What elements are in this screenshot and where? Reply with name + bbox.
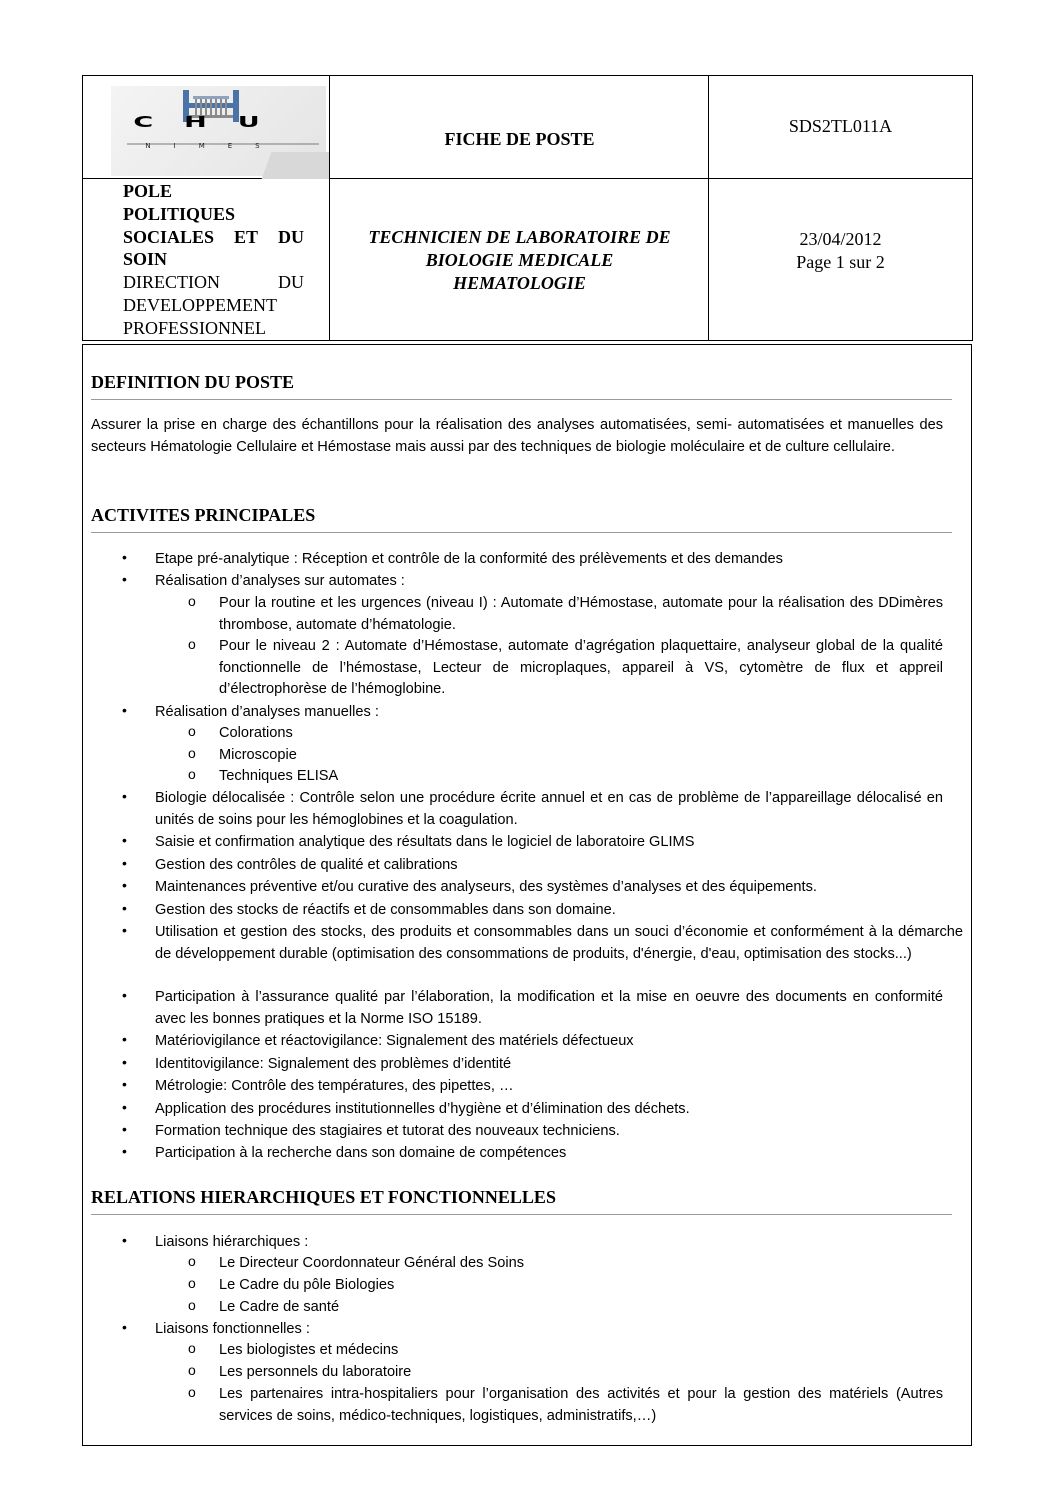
chu-logo (83, 76, 329, 179)
sub-list-item: Les partenaires intra-hospitaliers pour l’organisation des activités et pour la gestion des matériels (Autres services de soins, médico-techniques, logistiques, administratifs,…) (219, 1386, 943, 1424)
bullet: • (122, 702, 127, 718)
pole-line (123, 226, 304, 249)
bullet: • (122, 1099, 127, 1115)
sub-bullet: o (188, 1275, 196, 1291)
document-header (82, 75, 973, 341)
list-item: Etape pré-analytique : Réception et contrôle de la conformité des prélèvements et des demandes (155, 551, 783, 567)
pole-line: SOIN (123, 249, 168, 270)
sub-list-item: Le Cadre du pôle Biologies (219, 1277, 395, 1293)
job-title (330, 226, 709, 295)
list-item: Réalisation d’analyses manuelles : (155, 704, 379, 720)
section-title-definition: DEFINITION DU POSTE (91, 372, 295, 392)
list-item: Réalisation d’analyses sur automates : (155, 573, 405, 589)
bullet: • (122, 549, 127, 565)
list-item: Gestion des contrôles de qualité et calibrations (155, 857, 458, 873)
sub-bullet: o (188, 1340, 196, 1356)
definition-text: Assurer la prise en charge des échantillons pour la réalisation des analyses automatisées, semi- automatisées et manuelles des secteurs Hématologie Cellulaire et Hémostase mais aussi par des techniques de biologie moléculaire et de culture cellulaire. (91, 417, 943, 455)
page-number: Page 1 sur 2 (796, 252, 885, 272)
bullet: • (122, 877, 127, 893)
direction-line: PROFESSIONNEL (123, 317, 267, 338)
direction-word: DU (278, 272, 304, 293)
logo-subtext: NIMES (145, 142, 283, 150)
pole-word: ET (234, 226, 259, 247)
job-title-line: BIOLOGIE MEDICALE (425, 250, 614, 270)
document-date: 23/04/2012 (799, 229, 882, 249)
sub-bullet: o (188, 1297, 196, 1313)
sub-list-item: Colorations (219, 725, 293, 741)
list-item: Matériovigilance et réactovigilance: Signalement des matériels défectueux (155, 1033, 634, 1049)
bullet: • (122, 832, 127, 848)
sub-bullet: o (188, 593, 196, 609)
pole-block (123, 180, 304, 340)
direction-word: DIRECTION (123, 272, 220, 293)
section-title-activites: ACTIVITES PRINCIPALES (91, 505, 316, 525)
list-item: Maintenances préventive et/ou curative des analyseurs, des systèmes d’analyses et des équipements. (155, 879, 817, 895)
direction-line (123, 271, 304, 294)
section-rule (91, 532, 952, 533)
job-title-line: HEMATOLOGIE (453, 273, 586, 293)
pole-word: SOCIALES (123, 226, 215, 247)
list-item: Gestion des stocks de réactifs et de consommables dans son domaine. (155, 902, 616, 918)
bullet: • (122, 987, 127, 1003)
list-item: Liaisons hiérarchiques : (155, 1234, 309, 1250)
list-item: Participation à la recherche dans son domaine de compétences (155, 1145, 567, 1161)
sub-list-item: Pour le niveau 2 : Automate d’Hémostase, automate d’agrégation plaquettaire, analyseur global de la qualité fonctionnelle de l’hémostase, Lecteur de microplaques, appareil à VS, cytomètre de flux et appreil d’électrophorèse de l’hémoglobine. (219, 638, 943, 697)
bullet: • (122, 1121, 127, 1137)
date-block (709, 228, 972, 274)
pole-line: POLITIQUES (123, 203, 236, 224)
list-item: Métrologie: Contrôle des températures, des pipettes, … (155, 1078, 514, 1094)
list-item: Liaisons fonctionnelles : (155, 1321, 310, 1337)
sub-bullet: o (188, 1362, 196, 1378)
bullet: • (122, 1319, 127, 1335)
direction-line: DEVELOPPEMENT (123, 294, 277, 315)
bullet: • (122, 1143, 127, 1159)
sub-list-item: Techniques ELISA (219, 768, 339, 784)
sub-list-item: Le Directeur Coordonnateur Général des Soins (219, 1255, 525, 1271)
sub-list-item: Le Cadre de santé (219, 1299, 340, 1315)
section-rule (91, 1214, 952, 1215)
document-code: SDS2TL011A (788, 116, 893, 136)
bullet: • (122, 1031, 127, 1047)
form-title: FICHE DE POSTE (444, 129, 595, 149)
section-title-relations: RELATIONS HIERARCHIQUES ET FONCTIONNELLES (91, 1187, 556, 1207)
bullet: • (122, 855, 127, 871)
section-rule (91, 399, 952, 400)
sub-list-item: Microscopie (219, 747, 297, 763)
bullet: • (122, 1054, 127, 1070)
pole-word: DU (278, 226, 304, 247)
sub-list-item: Les personnels du laboratoire (219, 1364, 412, 1380)
bullet: • (122, 1232, 127, 1248)
sub-list-item: Les biologistes et médecins (219, 1342, 399, 1358)
sub-bullet: o (188, 766, 196, 782)
list-item: Biologie délocalisée : Contrôle selon une procédure écrite annuel et en cas de problème de l’appareillage délocalisé en unités de soins pour les hémoglobines et la coagulation. (155, 790, 943, 828)
bullet: • (122, 788, 127, 804)
list-item: Formation technique des stagiaires et tutorat des nouveaux techniciens. (155, 1123, 620, 1139)
sub-bullet: o (188, 1384, 196, 1400)
sub-bullet: o (188, 723, 196, 739)
list-item: Participation à l’assurance qualité par l’élaboration, la modification et la mise en oeuvre des documents en conformité avec les bonnes pratiques et la Norme ISO 15189. (155, 989, 943, 1027)
bullet: • (122, 900, 127, 916)
list-item: Saisie et confirmation analytique des résultats dans le logiciel de laboratoire GLIMS (155, 834, 695, 850)
bullet: • (122, 922, 127, 938)
list-item: Application des procédures institutionnelles d’hygiène et d’élimination des déchets. (155, 1101, 690, 1117)
sub-bullet: o (188, 636, 196, 652)
list-item: Identitovigilance: Signalement des problèmes d’identité (155, 1056, 512, 1072)
list-item: Utilisation et gestion des stocks, des produits et consommables dans un souci d’économie et conformément à la démarche de développement durable (optimisation des consommations de produits, d'énergie, d'eau, optimisation des stocks...) (155, 924, 963, 962)
pole-line: POLE (123, 181, 173, 201)
sub-list-item: Pour la routine et les urgences (niveau I) : Automate d’Hémostase, automate pour la réalisation des DDimères thrombose, automate d’hématologie. (219, 595, 943, 633)
sub-bullet: o (188, 745, 196, 761)
bullet: • (122, 571, 127, 587)
job-title-line: TECHNICIEN DE LABORATOIRE DE (368, 227, 671, 247)
bullet: • (122, 1076, 127, 1092)
logo-text: CHU (133, 114, 291, 132)
sub-bullet: o (188, 1253, 196, 1269)
